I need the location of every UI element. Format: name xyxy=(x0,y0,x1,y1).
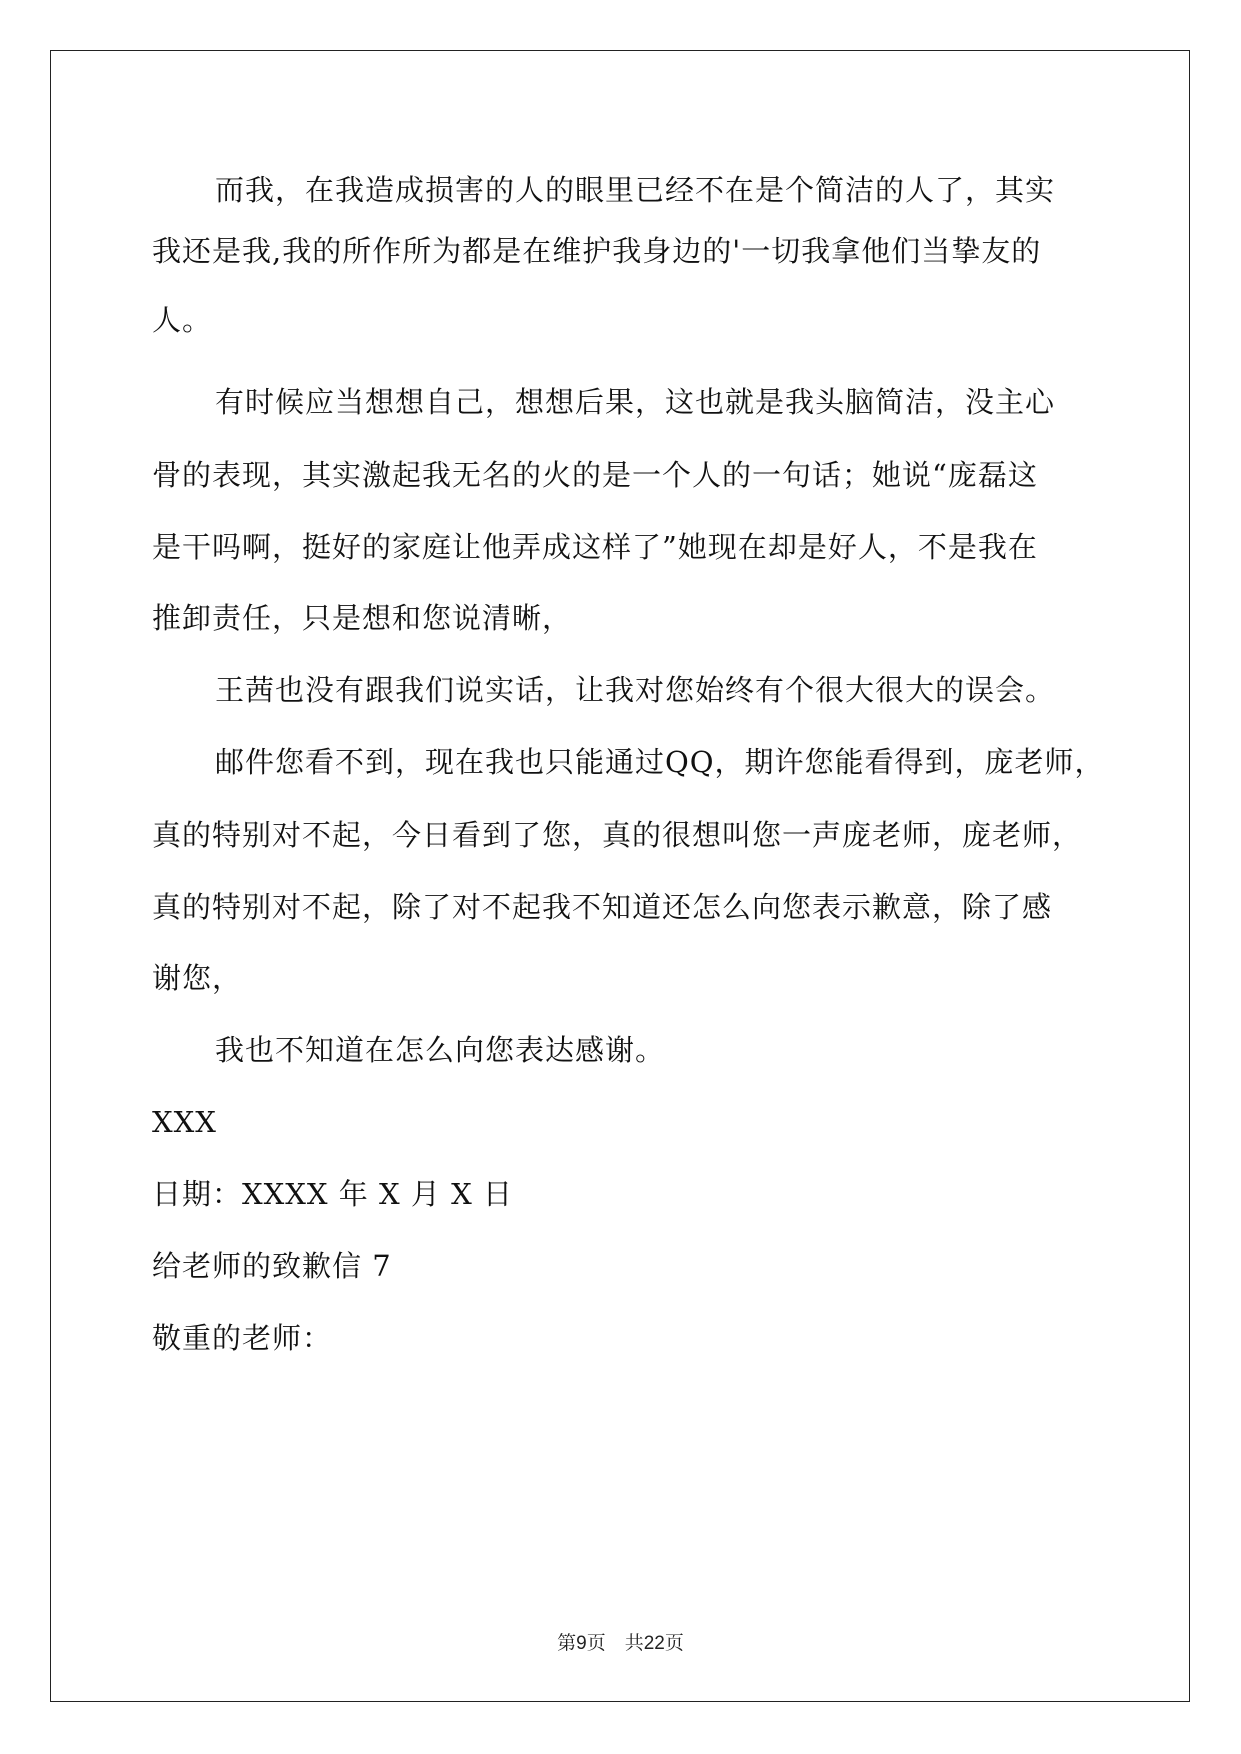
footer-total-pages: 22 xyxy=(643,1633,665,1654)
paragraph-line: 我还是我,我的所作所为都是在维护我身边的'一切我拿他们当挚友的 xyxy=(152,234,1042,268)
section-title: 给老师的致歉信 7 xyxy=(152,1249,392,1283)
footer-middle: 页 共 xyxy=(586,1632,644,1654)
paragraph-line: 有时候应当想想自己，想想后果，这也就是我头脑简洁，没主心 xyxy=(215,385,1056,419)
page-footer xyxy=(0,1628,1241,1655)
paragraph-line: 王茜也没有跟我们说实话，让我对您始终有个很大很大的误会。 xyxy=(215,673,1056,707)
paragraph-line: 是干吗啊，挺好的家庭让他弄成这样了”她现在却是好人，不是我在 xyxy=(152,530,1038,564)
footer-suffix: 页 xyxy=(664,1632,684,1654)
page-frame xyxy=(50,50,1190,1702)
paragraph-line: 人。 xyxy=(152,303,213,337)
paragraph-line: 而我，在我造成损害的人的眼里已经不在是个简洁的人了，其实 xyxy=(215,173,1056,207)
date-line: 日期：XXXX 年 X 月 X 日 xyxy=(152,1177,513,1211)
salutation: 敬重的老师： xyxy=(152,1321,333,1355)
paragraph-line: 邮件您看不到，现在我也只能通过QQ，期许您能看得到，庞老师， xyxy=(215,745,1105,779)
paragraph-line: 推卸责任，只是想和您说清晰， xyxy=(152,601,573,635)
paragraph-line: 真的特别对不起，除了对不起我不知道还怎么向您表示歉意，除了感 xyxy=(152,890,1053,924)
footer-page-number: 9 xyxy=(576,1633,587,1654)
paragraph-line: 骨的表现，其实激起我无名的火的是一个人的一句话；她说“庞磊这 xyxy=(152,458,1038,492)
footer-prefix: 第 xyxy=(557,1632,577,1654)
signature-name: XXX xyxy=(152,1105,217,1139)
paragraph-line: 我也不知道在怎么向您表达感谢。 xyxy=(215,1033,666,1067)
paragraph-line: 谢您， xyxy=(152,961,243,995)
paragraph-line: 真的特别对不起，今日看到了您，真的很想叫您一声庞老师，庞老师， xyxy=(152,818,1083,852)
